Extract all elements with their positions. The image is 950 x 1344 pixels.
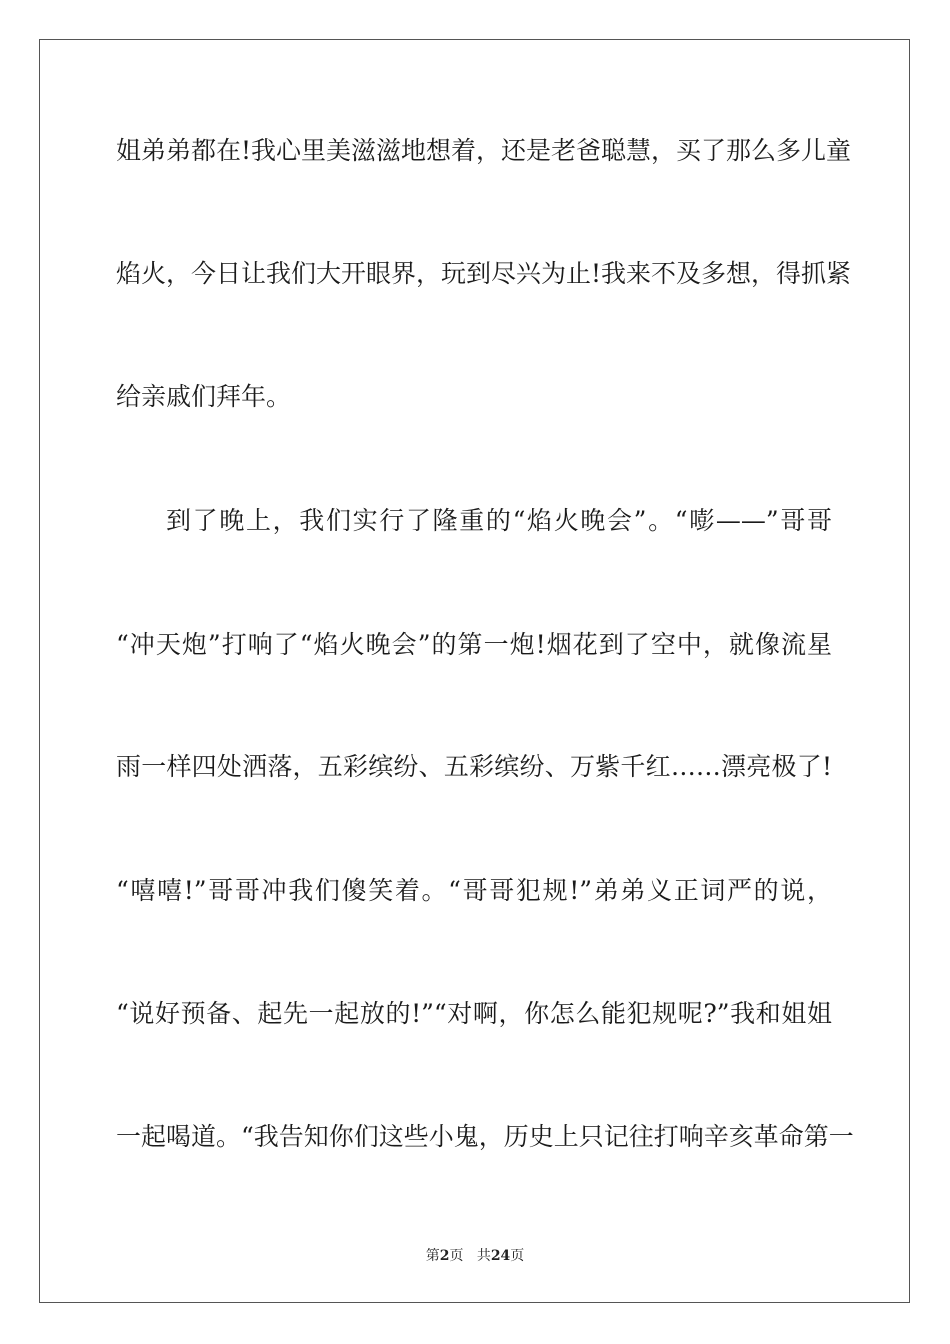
body-line-5: “冲天炮”打响了“焰火晚会”的第一炮!烟花到了空中，就像流星 <box>116 630 832 659</box>
footer-page-number: 2 <box>439 1248 450 1264</box>
body-line-4: 到了晚上，我们实行了隆重的“焰火晚会”。“嘭——”哥哥 <box>166 506 832 535</box>
body-line-1: 姐弟弟都在!我心里美滋滋地想着，还是老爸聪慧，买了那么多儿童 <box>116 136 852 165</box>
body-line-9: 一起喝道。“我告知你们这些小鬼，历史上只记往打响辛亥革命第一 <box>116 1122 854 1151</box>
footer-page-prefix: 第 <box>425 1248 440 1264</box>
body-line-3: 给亲戚们拜年。 <box>116 382 292 411</box>
footer-total-suffix: 页 <box>510 1248 525 1264</box>
page-border <box>39 39 910 1303</box>
body-line-7: “嘻嘻!”哥哥冲我们傻笑着。“哥哥犯规!”弟弟义正词严的说， <box>116 876 832 905</box>
body-line-2: 焰火，今日让我们大开眼界，玩到尽兴为止!我来不及多想，得抓紧 <box>116 259 852 288</box>
body-line-8: “说好预备、起先一起放的!”“对啊，你怎么能犯规呢?”我和姐姐 <box>116 999 832 1028</box>
page-footer <box>0 1246 950 1266</box>
footer-page-suffix: 页 <box>449 1248 464 1264</box>
footer-total-pages: 24 <box>490 1248 511 1264</box>
footer-total-prefix: 共 <box>476 1248 491 1264</box>
body-line-6: 雨一样四处洒落，五彩缤纷、五彩缤纷、万紫千红……漂亮极了! <box>116 752 832 781</box>
